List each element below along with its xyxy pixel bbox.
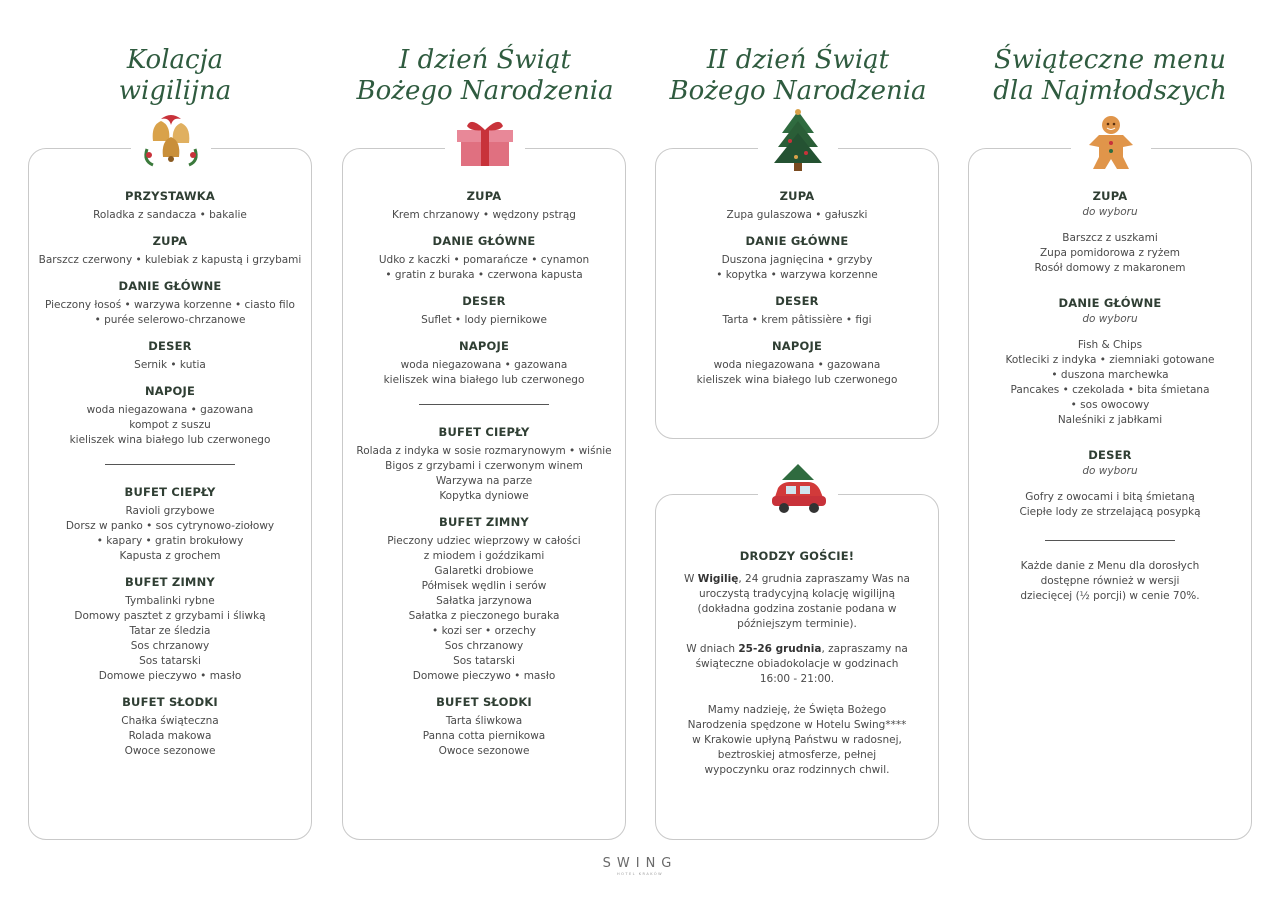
section-heading: NAPOJE bbox=[144, 384, 196, 398]
title-line: Bożego Narodzenia bbox=[356, 76, 614, 106]
menu-item: Suflet • lody piernikowe bbox=[421, 314, 547, 326]
menu-item: • kopytka • warzywa korzenne bbox=[716, 269, 878, 281]
menu-section bbox=[29, 384, 311, 448]
menu-item: Tarta • krem pâtissière • figi bbox=[722, 314, 872, 326]
menu-item: Kotleciki z indyka • ziemniaki gotowane bbox=[1005, 354, 1215, 366]
menu-item: Kopytka dyniowe bbox=[439, 490, 529, 502]
menu-section bbox=[29, 339, 311, 373]
menu-content bbox=[656, 189, 938, 399]
section-heading: DANIE GŁÓWNE bbox=[745, 234, 849, 248]
menu-item: Galaretki drobiowe bbox=[434, 565, 534, 577]
gingerbread-man-icon bbox=[1071, 111, 1151, 175]
menu-item: Panna cotta piernikowa bbox=[422, 730, 546, 742]
logo-text: SWING bbox=[602, 856, 678, 871]
menu-item: Krem chrzanowy • wędzony pstrąg bbox=[392, 209, 576, 221]
title-kolacja-wigilijna bbox=[60, 45, 290, 107]
title-ii-dzien bbox=[653, 45, 943, 107]
menu-item: • duszona marchewka bbox=[1051, 369, 1169, 381]
title-line: Kolacja bbox=[126, 45, 224, 75]
menu-section bbox=[343, 294, 625, 328]
menu-item: Ciepłe lody ze strzelającą posypką bbox=[1019, 506, 1201, 518]
menu-item: Udko z kaczki • pomarańcze • cynamon bbox=[378, 254, 590, 266]
menu-section bbox=[29, 695, 311, 759]
menu-card-ii-dzien bbox=[655, 148, 939, 439]
menu-item: Zupa gulaszowa • gałuszki bbox=[726, 209, 868, 221]
section-subheading: do wyboru bbox=[1082, 465, 1138, 477]
menu-item: • gratin z buraka • czerwona kapusta bbox=[385, 269, 583, 281]
menu-section bbox=[343, 695, 625, 759]
title-line: dla Najmłodszych bbox=[993, 76, 1227, 106]
kids-footnote: Każde danie z Menu dla dorosłych dostępne również w wersji dziecięcej (½ porcji) w cenie 70%. bbox=[1020, 560, 1200, 602]
menu-item: Domowe pieczywo • masło bbox=[98, 670, 242, 682]
section-heading: DESER bbox=[1088, 448, 1132, 462]
menu-section bbox=[343, 425, 625, 504]
menu-item: Ravioli grzybowe bbox=[125, 505, 215, 517]
menu-item: Sałatka jarzynowa bbox=[436, 595, 532, 607]
menu-section bbox=[656, 294, 938, 328]
menu-item: Sos tatarski bbox=[139, 655, 201, 667]
menu-item: Chałka świąteczna bbox=[121, 715, 219, 727]
divider bbox=[419, 404, 549, 405]
text: W bbox=[684, 573, 698, 585]
menu-item: woda niegazowana • gazowana bbox=[86, 404, 254, 416]
gift-icon bbox=[445, 111, 525, 175]
menu-item: Sernik • kutia bbox=[134, 359, 206, 371]
section-heading: BUFET SŁODKI bbox=[122, 695, 218, 709]
divider bbox=[1045, 540, 1175, 541]
menu-item: Gofry z owocami i bitą śmietaną bbox=[1025, 491, 1195, 503]
menu-item: • purée selerowo-chrzanowe bbox=[94, 314, 246, 326]
menu-item: Pancakes • czekolada • bita śmietana bbox=[1010, 384, 1210, 396]
section-subheading: do wyboru bbox=[1082, 206, 1138, 218]
menu-section bbox=[969, 189, 1251, 276]
menu-section bbox=[969, 296, 1251, 428]
section-heading: ZUPA bbox=[779, 189, 815, 203]
text: , zapraszamy na świąteczne obiadokolacje w godzinach 16:00 - 21:00. bbox=[695, 643, 908, 685]
menu-item: Sałatka z pieczonego buraka bbox=[408, 610, 560, 622]
menu-section bbox=[29, 189, 311, 223]
text: W dniach bbox=[686, 643, 739, 655]
car-with-tree-icon bbox=[758, 457, 838, 521]
menu-item: Owoce sezonowe bbox=[438, 745, 530, 757]
section-heading: DESER bbox=[462, 294, 506, 308]
menu-card-wigilia bbox=[28, 148, 312, 840]
menu-section bbox=[656, 339, 938, 388]
menu-section bbox=[29, 234, 311, 268]
menu-item: Dorsz w panko • sos cytrynowo-ziołowy bbox=[65, 520, 275, 532]
menu-section bbox=[29, 485, 311, 564]
menu-content bbox=[343, 189, 625, 770]
title-line: I dzień Świąt bbox=[399, 45, 571, 75]
guest-note-card bbox=[655, 494, 939, 840]
title-line: Bożego Narodzenia bbox=[669, 76, 927, 106]
christmas-tree-icon bbox=[758, 109, 838, 173]
menu-card-i-dzien bbox=[342, 148, 626, 840]
menu-item: Barszcz czerwony • kulebiak z kapustą i grzybami bbox=[38, 254, 302, 266]
menu-item: Owoce sezonowe bbox=[124, 745, 216, 757]
section-heading: DESER bbox=[775, 294, 819, 308]
section-heading: BUFET CIEPŁY bbox=[124, 485, 216, 499]
menu-item: Sos tatarski bbox=[453, 655, 515, 667]
menu-item: kompot z suszu bbox=[129, 419, 211, 431]
section-heading: BUFET CIEPŁY bbox=[438, 425, 530, 439]
section-heading: DESER bbox=[148, 339, 192, 353]
note-paragraph-1 bbox=[684, 572, 910, 632]
menu-item: woda niegazowana • gazowana bbox=[713, 359, 881, 371]
note-content bbox=[656, 549, 938, 788]
section-heading: ZUPA bbox=[466, 189, 502, 203]
menu-item: kieliszek wina białego lub czerwonego bbox=[696, 374, 898, 386]
menu-section bbox=[656, 234, 938, 283]
menu-section bbox=[656, 189, 938, 223]
menu-item: Sos chrzanowy bbox=[444, 640, 524, 652]
menu-item: Rolada z indyka w sosie rozmarynowym • wiśnie bbox=[356, 445, 612, 457]
menu-section bbox=[343, 515, 625, 684]
menu-section bbox=[343, 339, 625, 388]
divider bbox=[105, 464, 235, 465]
menu-item: Sos chrzanowy bbox=[130, 640, 210, 652]
menu-section bbox=[343, 189, 625, 223]
menu-section bbox=[29, 575, 311, 684]
menu-section bbox=[29, 279, 311, 328]
title-i-dzien bbox=[340, 45, 630, 107]
menu-item: Duszona jagnięcina • grzyby bbox=[721, 254, 873, 266]
menu-card-kids bbox=[968, 148, 1252, 840]
menu-item: Fish & Chips bbox=[1077, 339, 1143, 351]
section-subheading: do wyboru bbox=[1082, 313, 1138, 325]
menu-item: z miodem i goździkami bbox=[423, 550, 545, 562]
menu-item: Naleśniki z jabłkami bbox=[1057, 414, 1163, 426]
menu-item: woda niegazowana • gazowana bbox=[400, 359, 568, 371]
section-heading: DANIE GŁÓWNE bbox=[1058, 296, 1162, 310]
note-paragraph-3: Mamy nadzieję, że Święta Bożego Narodzenia spędzone w Hotelu Swing**** w Krakowie upłyną Państwu w radosnej, beztroskiej atmosferze, pełnej wypoczynku oraz rodzinnych chwil. bbox=[687, 704, 907, 776]
section-heading: DANIE GŁÓWNE bbox=[432, 234, 536, 248]
menu-content bbox=[969, 189, 1251, 614]
menu-item: Tatar ze śledzia bbox=[129, 625, 211, 637]
text-bold: 25-26 grudnia bbox=[738, 643, 822, 655]
menu-item: kieliszek wina białego lub czerwonego bbox=[383, 374, 585, 386]
section-heading: BUFET ZIMNY bbox=[125, 575, 215, 589]
menu-item: Pieczony łosoś • warzywa korzenne • ciasto filo bbox=[45, 299, 295, 311]
section-heading: NAPOJE bbox=[771, 339, 823, 353]
title-line: wigilijna bbox=[118, 76, 232, 106]
logo-subtext: HOTEL KRAKÓW bbox=[616, 872, 664, 876]
menu-content bbox=[29, 189, 311, 770]
menu-item: Warzywa na parze bbox=[435, 475, 533, 487]
menu-item: • kozi ser • orzechy bbox=[432, 625, 536, 637]
title-line: II dzień Świąt bbox=[706, 45, 890, 75]
hotel-logo bbox=[560, 856, 720, 876]
menu-item: • sos owocowy bbox=[1070, 399, 1150, 411]
title-line: Świąteczne menu bbox=[994, 45, 1226, 75]
section-heading: BUFET ZIMNY bbox=[439, 515, 529, 529]
title-najmlodsi bbox=[965, 45, 1255, 107]
section-heading: ZUPA bbox=[1092, 189, 1128, 203]
menu-item: Rosół domowy z makaronem bbox=[1034, 262, 1186, 274]
menu-item: Domowe pieczywo • masło bbox=[412, 670, 556, 682]
bells-icon bbox=[131, 111, 211, 175]
section-heading: ZUPA bbox=[152, 234, 188, 248]
section-heading: BUFET SŁODKI bbox=[436, 695, 532, 709]
note-paragraph-2 bbox=[684, 642, 910, 687]
menu-item: Zupa pomidorowa z ryżem bbox=[1039, 247, 1181, 259]
menu-item: Tarta śliwkowa bbox=[445, 715, 523, 727]
section-heading: NAPOJE bbox=[458, 339, 510, 353]
menu-item: kieliszek wina białego lub czerwonego bbox=[69, 434, 271, 446]
menu-item: • kapary • gratin brokułowy bbox=[96, 535, 244, 547]
menu-item: Tymbalinki rybne bbox=[125, 595, 215, 607]
menu-item: Pieczony udziec wieprzowy w całości bbox=[387, 535, 581, 547]
note-heading: DRODZY GOŚCIE! bbox=[739, 549, 855, 563]
menu-item: Domowy pasztet z grzybami i śliwką bbox=[74, 610, 266, 622]
menu-section bbox=[343, 234, 625, 283]
menu-item: Kapusta z grochem bbox=[119, 550, 221, 562]
text: , 24 grudnia zapraszamy Was na uroczystą tradycyjną kolację wigilijną (dokładna godzina zostanie podana w późniejszym terminie). bbox=[697, 573, 910, 630]
menu-item: Rolada makowa bbox=[128, 730, 212, 742]
section-heading: DANIE GŁÓWNE bbox=[118, 279, 222, 293]
section-heading: PRZYSTAWKA bbox=[124, 189, 216, 203]
menu-item: Roladka z sandacza • bakalie bbox=[93, 209, 247, 221]
menu-section bbox=[969, 448, 1251, 520]
menu-item: Półmisek wędlin i serów bbox=[421, 580, 547, 592]
menu-item: Barszcz z uszkami bbox=[1062, 232, 1158, 244]
text-bold: Wigilię bbox=[697, 573, 739, 585]
menu-item: Bigos z grzybami i czerwonym winem bbox=[385, 460, 583, 472]
